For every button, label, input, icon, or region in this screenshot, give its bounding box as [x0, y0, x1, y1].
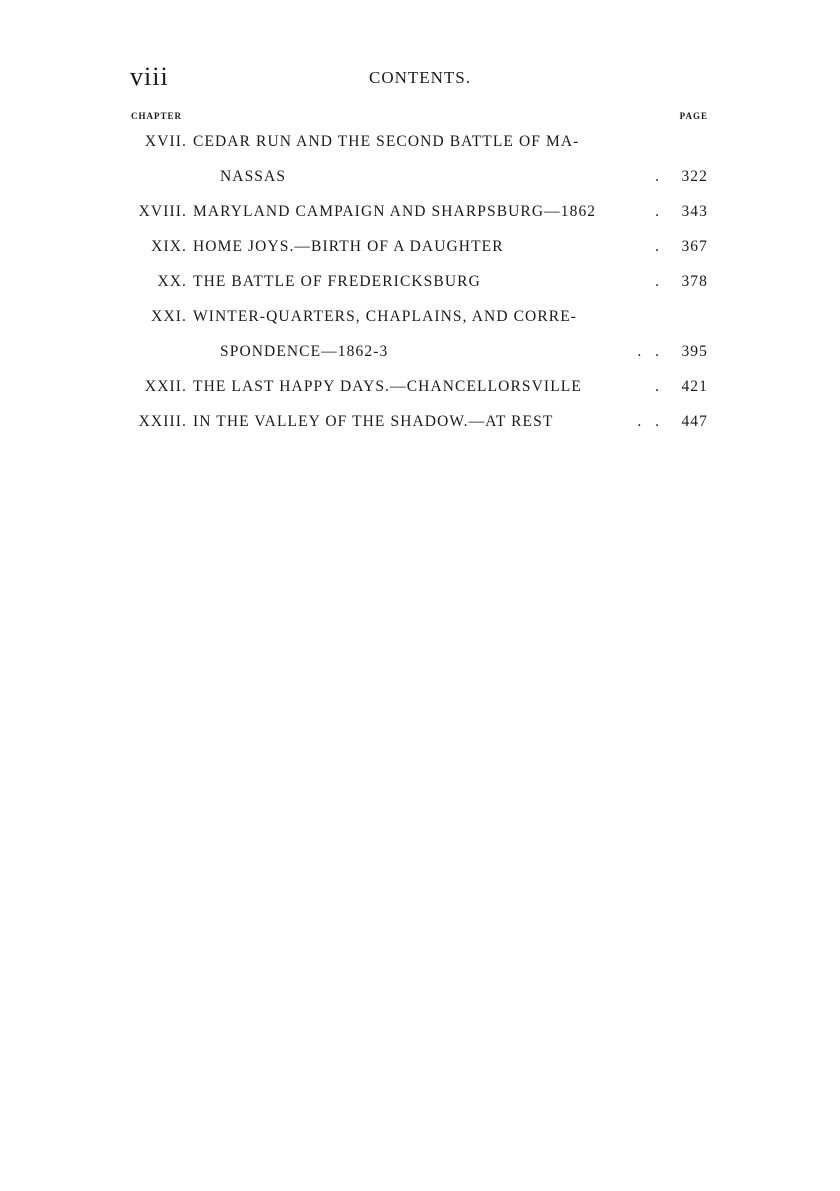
chapter-title: HOME JOYS.—BIRTH OF A DAUGHTER — [193, 238, 504, 255]
page-ref: 395 — [681, 343, 708, 360]
chapter-title: CEDAR RUN AND THE SECOND BATTLE OF MA- — [193, 133, 580, 150]
page-column-label: PAGE — [679, 111, 708, 121]
dot-leader: . — [655, 203, 664, 220]
running-head: CONTENTS. — [368, 68, 472, 87]
page-ref: 322 — [681, 168, 708, 185]
toc-line — [131, 413, 708, 435]
page-ref: 421 — [681, 378, 708, 395]
chapter-title: NASSAS — [220, 168, 287, 185]
toc-line — [131, 343, 708, 365]
toc-line — [131, 203, 708, 225]
toc-line — [131, 378, 708, 400]
chapter-title: SPONDENCE—1862-3 — [220, 343, 389, 360]
chapter-number: XIX. — [151, 238, 187, 255]
page-ref: 378 — [681, 273, 708, 290]
dot-leader: . — [655, 168, 664, 185]
chapter-number: XXIII. — [138, 413, 187, 430]
chapter-number: XVII. — [144, 133, 187, 150]
chapter-title: THE LAST HAPPY DAYS.—CHANCELLORSVILLE — [193, 378, 582, 395]
dot-leader: . — [655, 273, 664, 290]
dot-leader: . . — [637, 413, 664, 430]
chapter-number: XXI. — [151, 308, 187, 325]
page-ref: 447 — [681, 413, 708, 430]
chapter-title: MARYLAND CAMPAIGN AND SHARPSBURG—1862 — [193, 203, 597, 220]
page-ref: 367 — [681, 238, 708, 255]
toc-line — [131, 238, 708, 260]
dot-leader: . — [655, 238, 664, 255]
toc-line — [131, 133, 708, 155]
chapter-title: THE BATTLE OF FREDERICKSBURG — [193, 273, 481, 290]
chapter-number: XVIII. — [138, 203, 187, 220]
chapter-number: XXII. — [144, 378, 187, 395]
page-ref: 343 — [681, 203, 708, 220]
page-number: viii — [130, 62, 169, 91]
chapter-number: XX. — [157, 273, 187, 290]
dot-leader: . . — [637, 343, 664, 360]
chapter-title: IN THE VALLEY OF THE SHADOW.—AT REST — [193, 413, 554, 430]
dot-leader: . — [655, 378, 664, 395]
toc-line — [131, 308, 708, 330]
chapter-column-label: CHAPTER — [131, 111, 183, 121]
toc-line — [131, 273, 708, 295]
toc-line — [131, 168, 708, 190]
chapter-title: WINTER-QUARTERS, CHAPLAINS, AND CORRE- — [193, 308, 578, 325]
